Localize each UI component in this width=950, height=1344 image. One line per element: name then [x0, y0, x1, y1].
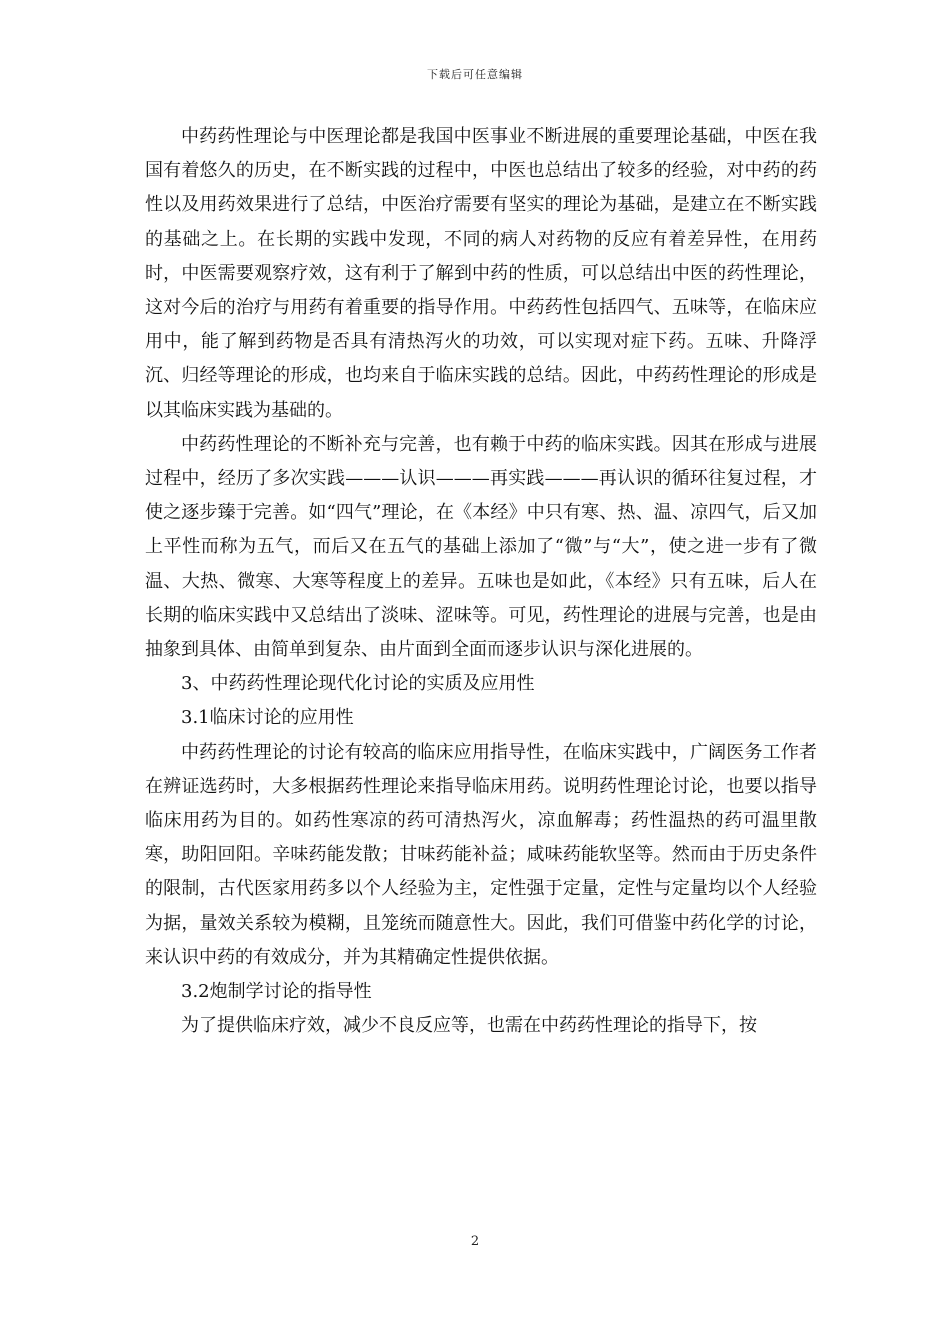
subsection-heading-3-2: 3.2炮制学讨论的指导性	[181, 981, 372, 1003]
paragraph-theory-foundation: 中药药性理论与中医理论都是我国中医事业不断进展的重要理论基础，中医在我国有着悠久的历史，在不断实践的过程中，中医也总结出了较多的经验，对中药的药性以及用药效果进行了总结，中医治疗需要有坚实的理论为基础，是建立在不断实践的基础之上。在长期的实践中发现，不同的病人对药物的反应有着差异性，在用药时，中医需要观察疗效，这有利于了解到中药的性质，可以总结出中医的药性理论，这对今后的治疗与用药有着重要的指导作用。中药药性包括四气、五味等，在临床应用中，能了解到药物是否具有清热泻火的功效，可以实现对症下药。五味、升降浮沉、归经等理论的形成，也均来自于临床实践的总结。因此，中药药性理论的形成是以其临床实践为基础的。	[145, 126, 817, 421]
page-header: 下载后可任意编辑	[427, 68, 523, 81]
paragraph-processing-guidance: 为了提供临床疗效，减少不良反应等，也需在中药药性理论的指导下，按	[181, 1015, 757, 1037]
subsection-heading-3-1: 3.1临床讨论的应用性	[181, 707, 354, 729]
section-heading-3: 3、中药药性理论现代化讨论的实质及应用性	[181, 673, 535, 695]
paragraph-theory-development: 中药药性理论的不断补充与完善，也有赖于中药的临床实践。因其在形成与进展过程中，经历了多次实践———认识———再实践———再认识的循环往复过程，才使之逐步臻于完善。如“四气”理论，在《本经》中只有寒、热、温、凉四气，后又加上平性而称为五气，而后又在五气的基础上添加了“微”与“大”，使之进一步有了微温、大热、微寒、大寒等程度上的差异。五味也是如此，《本经》只有五味，后人在长期的临床实践中又总结出了淡味、涩味等。可见，药性理论的进展与完善，也是由抽象到具体、由简单到复杂、由片面到全面而逐步认识与深化进展的。	[145, 433, 817, 661]
paragraph-clinical-application: 中药药性理论的讨论有较高的临床应用指导性，在临床实践中，广阔医务工作者在辨证选药时，大多根据药性理论来指导临床用药。说明药性理论讨论，也要以指导临床用药为目的。如药性寒凉的药可清热泻火，凉血解毒；药性温热的药可温里散寒，助阳回阳。辛味药能发散；甘味药能补益；咸味药能软坚等。然而由于历史条件的限制，古代医家用药多以个人经验为主，定性强于定量，定性与定量均以个人经验为据，量效关系较为模糊，且笼统而随意性大。因此，我们可借鉴中药化学的讨论，来认识中药的有效成分，并为其精确定性提供依据。	[145, 741, 817, 968]
document-body	[145, 120, 817, 1043]
page-number: 2	[470, 1234, 480, 1249]
